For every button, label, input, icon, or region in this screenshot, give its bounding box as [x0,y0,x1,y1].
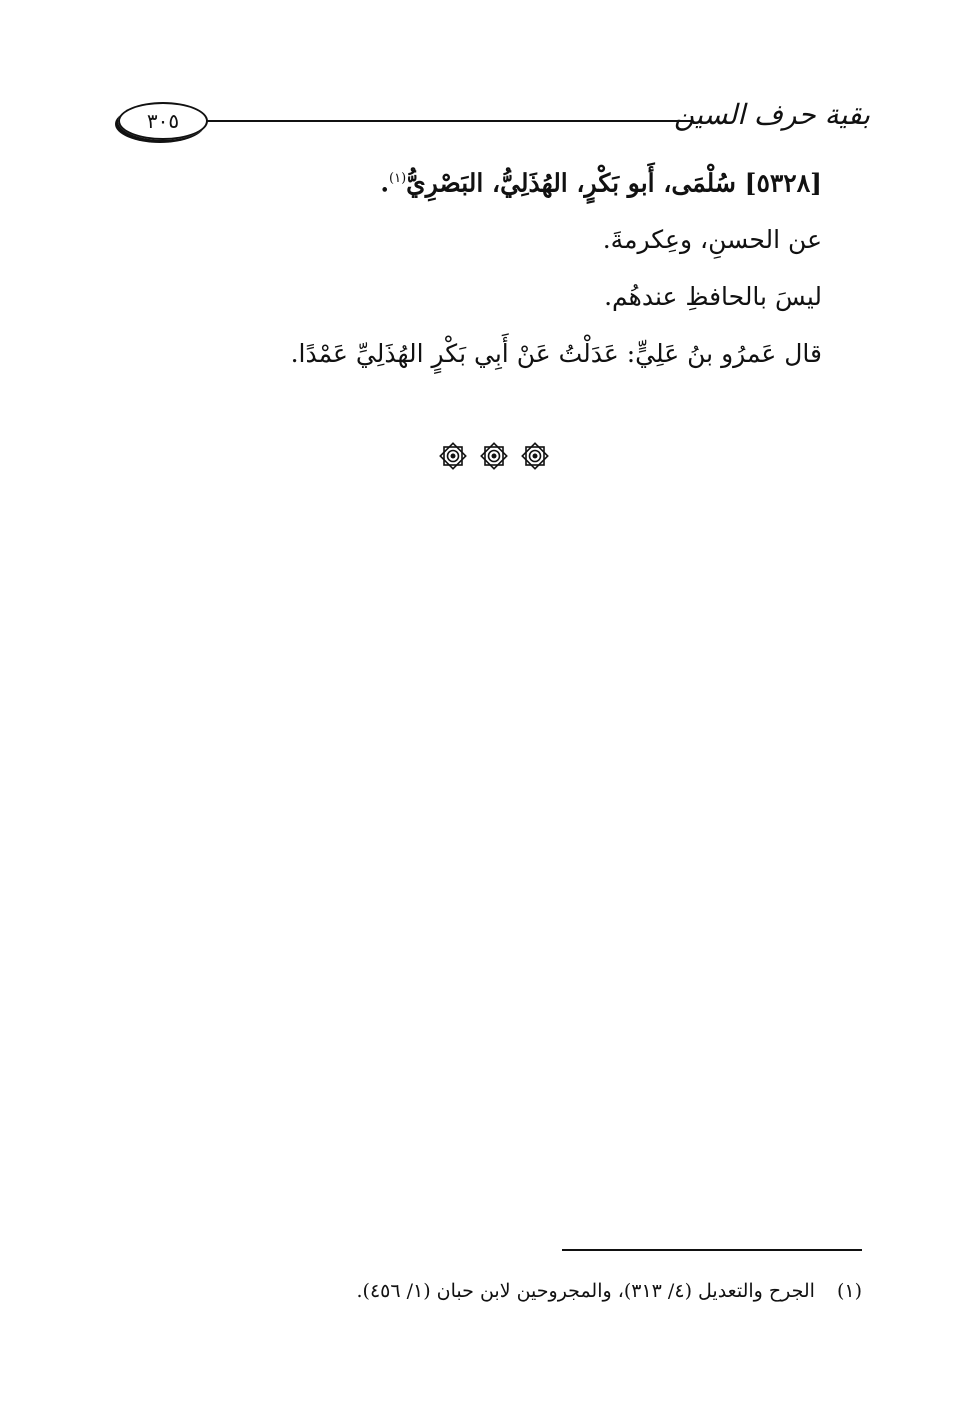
entry-heading-text: [٥٣٢٨] سُلْمَى، أَبو بَكْرٍ، الهُذَلِيُّ، البَصْرِيُّ [406,168,822,198]
flower-ornament-icon [438,441,468,471]
entry-heading-end: . [380,168,390,198]
footnote-text: الجرح والتعديل (٤/ ٣١٣)، والمجروحين لابن حبان (١/ ٤٥٦). [356,1280,815,1302]
section-title: بقية حرف السين [673,98,870,131]
footnote-1 [262,1276,862,1306]
entry-line-2: ليسَ بالحافظِ عندهُم. [604,282,822,312]
footnote-number: (١) [836,1280,862,1302]
entry-line-3: قال عَمرُو بنُ عَلِيٍّ: عَدَلْتُ عَنْ أَبِي بَكْرٍ الهُذَلِيِّ عَمْدًا. [290,339,822,369]
entry-heading [282,150,822,211]
footnote-reference[interactable]: (١) [389,171,407,186]
footnote-separator [562,1249,862,1251]
entry-body [282,150,822,382]
section-divider [438,438,550,474]
entry-line-1: عن الحسنِ، وعِكرمةَ. [602,225,822,255]
page-number-badge: ٣٠٥ [118,102,208,140]
flower-ornament-icon [479,441,509,471]
header-rule [206,120,692,122]
flower-ornament-icon [520,441,550,471]
running-header [110,90,870,150]
